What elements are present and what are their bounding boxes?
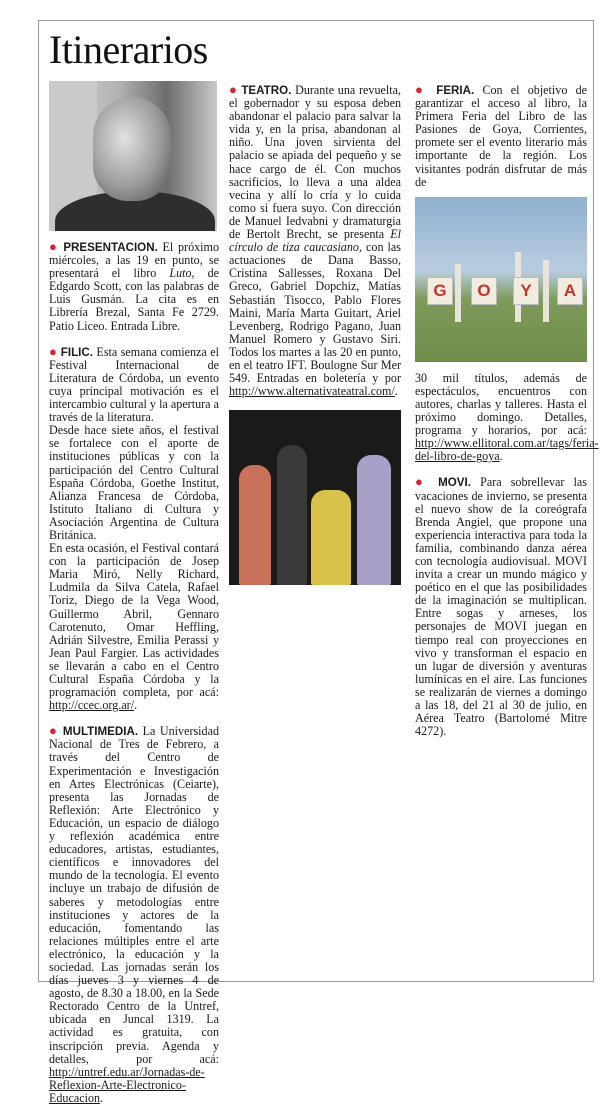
sign-letter: Y: [513, 277, 539, 305]
teatro-link[interactable]: http://www.alternativateatral.com/: [229, 384, 395, 399]
item-feria: ● FERIA. Con el objetivo de garantizar el acceso al libro, la Primera Feria del Libro de las Pasiones de Goya, Corrientes, promete ser el evento literario más importante de la región. Los visitantes podrán disfrutar de más de G O Y A 30 mil títulos, además de espectáculos, encuentros con autores, charlas y talleres. Hasta el próximo domingo. Detalles, programa y horarios, por acá: http://www.ellitoral.com.ar/tags/feria-del-libro-de-goya.: [415, 82, 599, 464]
sign-letter: A: [557, 277, 583, 305]
bullet-icon: ●: [229, 82, 238, 97]
newspaper-page: [38, 20, 599, 1105]
play-title: El círculo de tiza caucasiano: [229, 227, 401, 255]
multimedia-link[interactable]: http://untref.edu.ar/Jornadas-de-Reflexion-Arte-Electronico-Educacion: [49, 1064, 205, 1105]
item-presentacion: ● PRESENTACION. El próximo miércoles, a las 19 en punto, se presentará el libro Luto, de Edgardo Scott, con las palabras de Luis Gusmán. La cita es en Librería Brezal, Santa Fe 2729. Patio Liceo. Entrada Libre.: [49, 239, 219, 333]
bullet-icon: ●: [415, 82, 429, 97]
bullet-icon: ●: [415, 474, 429, 490]
sign-letter: O: [471, 277, 497, 305]
column-2: [229, 83, 401, 593]
item-multimedia: ● MULTIMEDIA. La Universidad Nacional de Tres de Febrero, a través del Centro de Experimentación e Investigación en Artes Electrónicas (Ceiarte), presenta las Jornadas de Reflexión: Arte Electrónico y Educación, un espacio de diálogo y reflexión académica entre educadores, artistas, estudiantes, científicos e innovadores del mundo de la tecnología. El evento incluye un trabajo de difusión de saberes y metodologías entre instituciones y actores de la educación, fomentando las relaciones múltiples entre el arte electrónico, la educación y la sociedad. Las jornadas serán los días jueves 3 y viernes 4 de agosto, de 8.30 a 18.00, en la Sede Rectorado Centro de la Untref, ubicada en Juncal 1319. La actividad es gratuita, con inscripción previa. Agenda y detalles, por acá: http://untref.edu.ar/Jornadas-de-Reflexion-Arte-Electronico-Educacion.: [49, 723, 219, 1105]
item-keyword: FERIA.: [436, 84, 475, 97]
section-title: Itinerarios: [49, 27, 208, 72]
column-3: [415, 82, 599, 750]
item-keyword: PRESENTACION.: [63, 241, 158, 254]
theatre-photo: [229, 410, 401, 585]
sign-letter: G: [427, 277, 453, 305]
item-keyword: MOVI.: [438, 476, 471, 490]
bullet-icon: ●: [49, 723, 59, 739]
column-1: [49, 81, 219, 1117]
item-keyword: MULTIMEDIA.: [62, 725, 139, 739]
multimedia-text: La Universidad Nacional de Tres de Febrero, a través del Centro de Experimentación e Investigación en Artes Electrónicas (Ceiarte), presenta las Jornadas de Reflexión: Arte Electrónico y Educación, un espacio de diálogo y reflexión académica entre educadores, artistas, estudiantes, científicos e innovadores del mundo de la tecnología. El evento incluye un trabajo de difusión de saberes y metodologías entre instituciones y actores de la educación, fomentando las relaciones múltiples entre el arte electrónico, la educación y la sociedad. Las jornadas serán los días jueves 3 y viernes 4 de agosto, de 8.30 a 18.00, en la Sede Rectorado Centro de la Untref, ubicada en Juncal 1319. La actividad es gratuita, con inscripción previa. Agenda y detalles, por acá:: [49, 724, 219, 1066]
filic-link[interactable]: http://ccec.org.ar/: [49, 698, 135, 713]
book-title: Luto: [169, 266, 192, 281]
goya-sign-photo: [415, 197, 587, 362]
author-photo: [49, 81, 217, 231]
feria-link[interactable]: http://www.ellitoral.com.ar/tags/feria-del-libro-de-goya: [415, 436, 599, 464]
item-keyword: TEATRO.: [241, 84, 292, 97]
bullet-icon: ●: [49, 343, 58, 359]
bullet-icon: ●: [49, 239, 59, 254]
item-teatro: ● TEATRO. Durante una revuelta, el gobernador y su esposa deben abandonar el palacio para salvar la vida y, en la prisa, abandonan al niño. Una joven sirvienta del palacio se apiada del pequeño y se hace cargo de él. Con muchos sacrificios, lo lleva a una aldea vecina y allí lo cría y lo cuida como si fuera suyo. Con dirección de Manuel Iedvabni y dramaturgia de Bertolt Brecht, se presenta El círculo de tiza caucasiano, con las actuaciones de Dana Basso, Cristina Sallesses, Roxana Del Greco, Gabriel Dopchiz, Matías Sebastián Tisocco, Pablo Flores Maini, María Marta Guitart, Ariel Levenberg, Rodrigo Pagano, Juan Manuel Romero y Gustavo Siri. Todos los martes a las 20 en punto, en el teatro IFT. Boulogne Sur Mer 549. Entradas en boletería y por http://www.alternativateatral.com/.: [229, 82, 401, 399]
item-filic: ● FILIC. Esta semana comienza el Festival Internacional de Literatura de Córdoba, un evento cuya principal motivación es el intercambio cultural y la apertura a través de la literatura. Desde hace siete años, el festival se fortalece con el aporte de instituciones públicas y con la participación del Centro Cultural España Córdoba, Goethe Institut, Alianza Francesa de Córdoba, Istituto Italiano di Cultura y Asociación Argentina de Cultura Británica. En esta ocasión, el Festival contará con la participación de Josep Maria Miró, Nelly Richard, Ludmila da Silva Catela, Rafael Toriz, Diego de la Vega Wood, Guillermo Abril, Gennaro Carotenuto, Omar Heffling, Adrián Silvestre, Emilia Perassi y Jean Paul Fargier. Las actividades se llevarán a cabo en el Centro Cultural España Córdoba y la programación completa, por acá: http://ccec.org.ar/.: [49, 343, 219, 713]
item-movi: ● MOVI. Para sobrellevar las vacaciones de invierno, se presenta el nuevo show de la coreógrafa Brenda Angiel, que propone una experiencia interactiva para toda la familia, combinando danza aérea con tecnología audiovisual. MOVI invita a crear un mundo mágico y poético en el que las posibilidades de la imaginación se multiplican. Entre sogas y arneses, los personajes de MOVI juegan en tiempo real con proyecciones en vivo y transforman el espacio en un lugar de diversión y aventuras lumínicas en el aire. Las funciones se realizarán de viernes a domingo a las 18, del 21 al 30 de julio, en Aérea Teatro (Bartolomé Mitre 4272).: [415, 474, 588, 739]
item-keyword: FILIC.: [60, 345, 93, 359]
